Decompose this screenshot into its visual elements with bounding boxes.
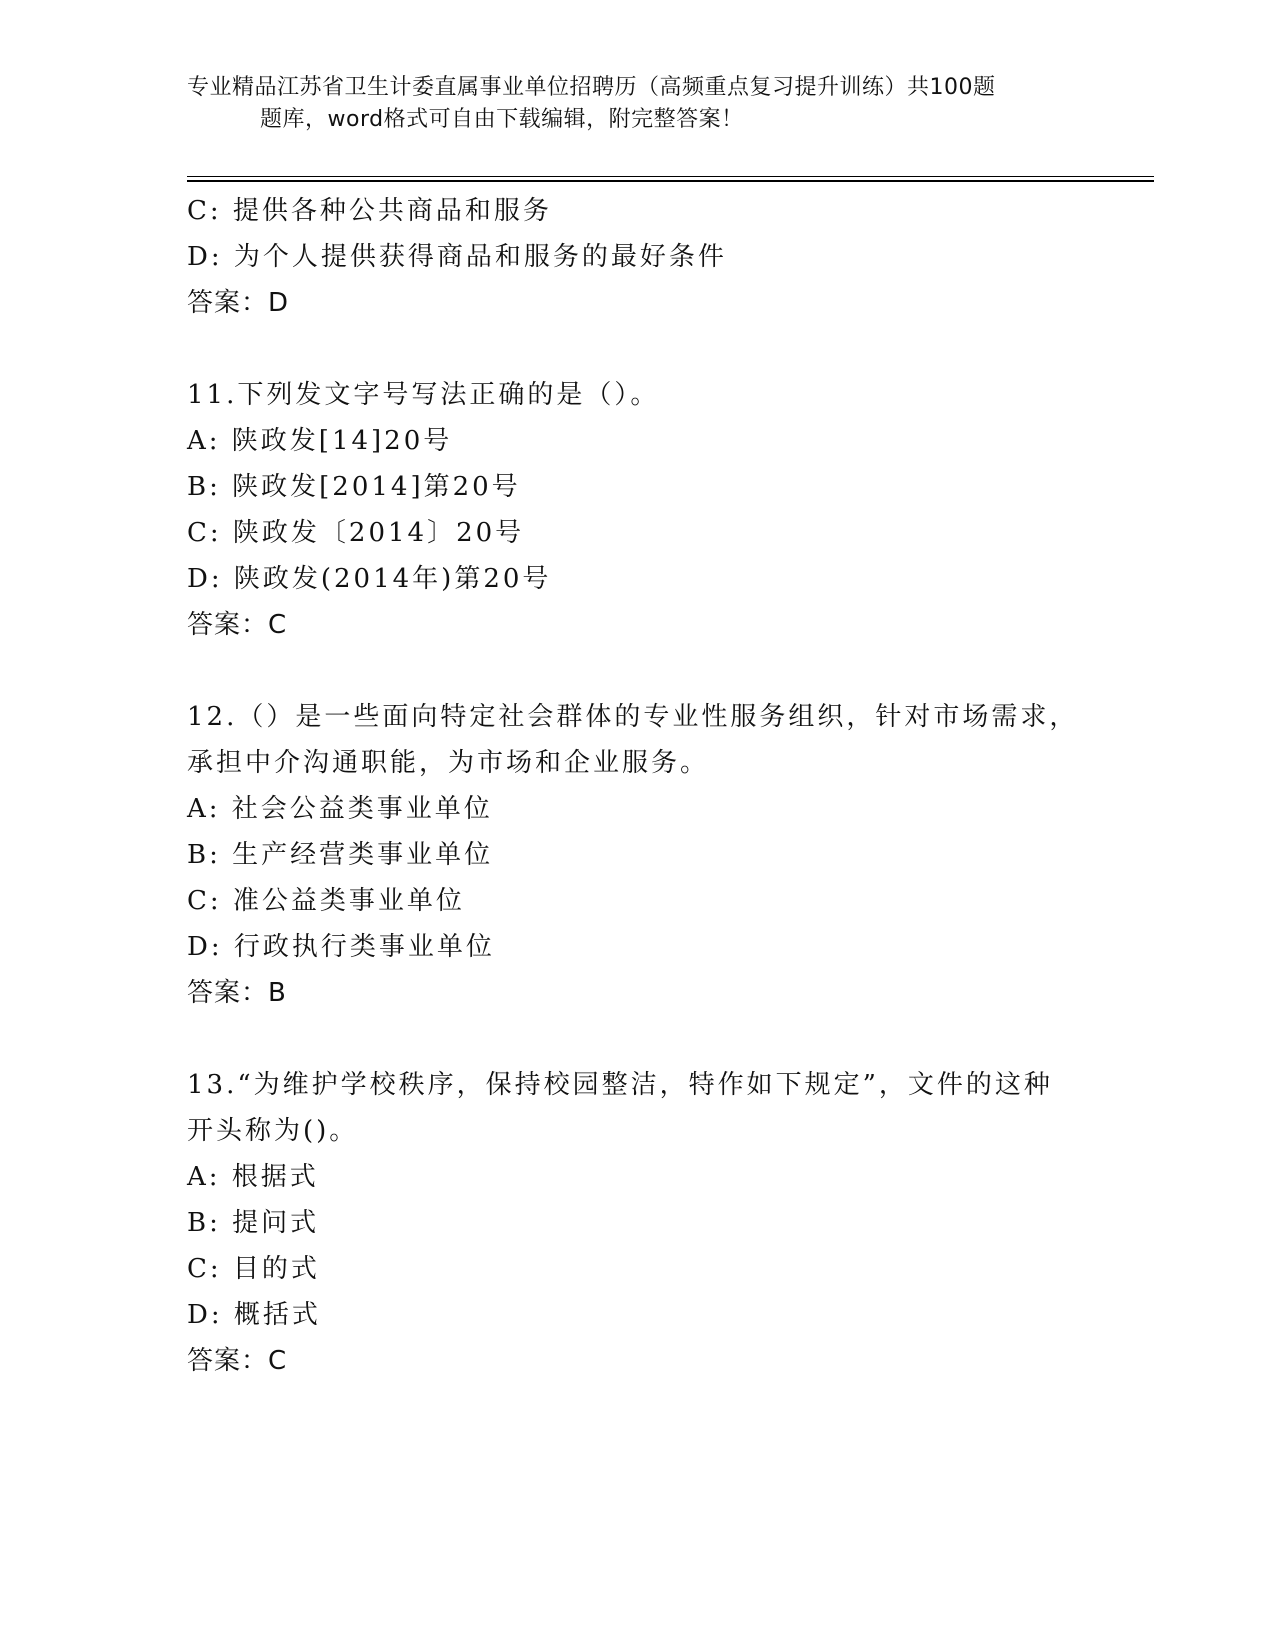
question-stem-line-1: 13.“为维护学校秩序，保持校园整洁，特作如下规定”，文件的这种 (187, 1070, 1053, 1100)
header-title-line-1: 专业精品江苏省卫生计委直属事业单位招聘历（高频重点复习提升训练）共100题 (187, 75, 996, 100)
question-spacer (187, 1016, 1107, 1062)
option-a: A: 根据式 (187, 1162, 319, 1192)
header-divider-thick (187, 180, 1154, 182)
document-header (187, 72, 1087, 136)
option-c: C: 陕政发〔2014〕20号 (187, 518, 525, 548)
question-stem-line-1: 12.（）是一些面向特定社会群体的专业性服务组织，针对市场需求， (187, 702, 1079, 732)
answer-line: 答案：C (187, 1346, 288, 1376)
header-title-line-2: 题库，word格式可自由下载编辑，附完整答案！ (260, 107, 744, 132)
option-d: D: 陕政发(2014年)第20号 (187, 564, 552, 594)
option-a: A: 社会公益类事业单位 (187, 794, 493, 824)
question-stem-line-2: 开头称为()。 (187, 1116, 359, 1146)
option-d: D: 概括式 (187, 1300, 321, 1330)
option-d: D: 为个人提供获得商品和服务的最好条件 (187, 242, 727, 272)
question-spacer (187, 326, 1107, 372)
option-a: A: 陕政发[14]20号 (187, 426, 453, 456)
answer-line: 答案：C (187, 610, 288, 640)
answer-line: 答案：B (187, 978, 287, 1008)
header-divider-thin (187, 176, 1154, 177)
option-c: C: 目的式 (187, 1254, 320, 1284)
option-d: D: 行政执行类事业单位 (187, 932, 495, 962)
question-13 (187, 1062, 1107, 1384)
question-stem-line-2: 承担中介沟通职能，为市场和企业服务。 (187, 748, 710, 778)
option-c: C: 提供各种公共商品和服务 (187, 196, 552, 226)
option-b: B: 提问式 (187, 1208, 320, 1238)
continued-question (187, 188, 1107, 326)
option-b: B: 陕政发[2014]第20号 (187, 472, 521, 502)
question-list (187, 188, 1107, 1384)
option-c: C: 准公益类事业单位 (187, 886, 465, 916)
question-spacer (187, 648, 1107, 694)
answer-line: 答案：D (187, 288, 290, 318)
option-b: B: 生产经营类事业单位 (187, 840, 494, 870)
question-11 (187, 372, 1107, 648)
question-12 (187, 694, 1107, 1016)
question-stem: 11.下列发文字号写法正确的是（）。 (187, 380, 660, 410)
